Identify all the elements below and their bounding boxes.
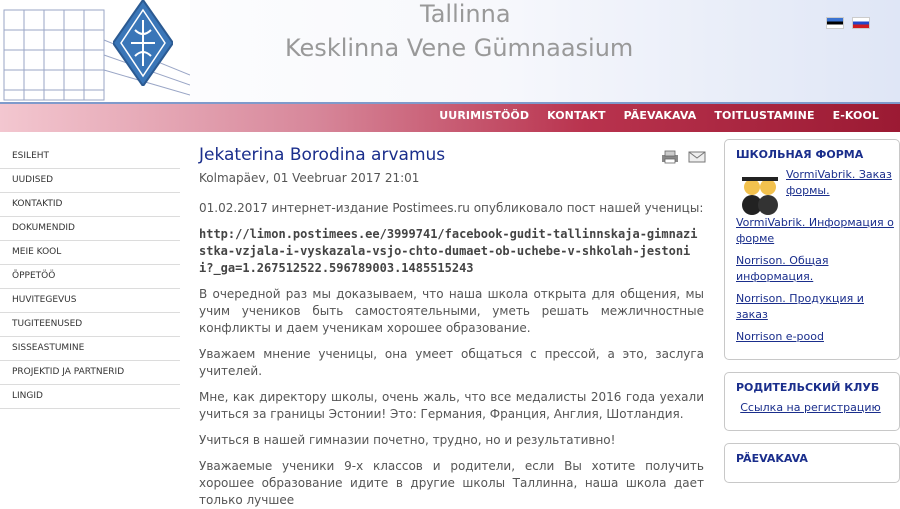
norrison-info-link[interactable]: Norrison. Общая информация. bbox=[736, 254, 829, 283]
et-flag-icon[interactable] bbox=[826, 17, 844, 29]
article-paragraph: Уважаемые ученики 9-х классов и родители, если Вы хотите получить хорошее образование идите в другие школы Таллинна, наша школа дает только лучшее bbox=[199, 459, 704, 507]
vormivabrik-order-link[interactable]: VormiVabrik. Заказ формы. bbox=[786, 168, 892, 197]
site-header bbox=[0, 0, 900, 102]
article-tools bbox=[661, 149, 710, 168]
sidebar-item-meie-kool[interactable]: MEIE KOOL bbox=[0, 241, 180, 265]
school-name-line2: Kesklinna Vene Gümnaasium bbox=[285, 34, 634, 62]
article bbox=[199, 145, 704, 509]
article-paragraph: Уважаем мнение ученицы, она умеет общаться с прессой, а это, заслуга учителей. bbox=[199, 347, 704, 378]
sidebar-item-kontaktid[interactable]: KONTAKTID bbox=[0, 193, 180, 217]
right-column bbox=[724, 139, 900, 495]
graduates-icon bbox=[736, 167, 784, 215]
sidebar-item-dokumendid[interactable]: DOKUMENDID bbox=[0, 217, 180, 241]
nav-item-uurimistood[interactable]: UURIMISTÖÖD bbox=[439, 109, 530, 122]
ru-flag-icon[interactable] bbox=[852, 17, 870, 29]
school-logo[interactable] bbox=[113, 0, 173, 86]
sidebar-item-uudised[interactable]: UUDISED bbox=[0, 169, 180, 193]
nav-item-paevakava[interactable]: PÄEVAKAVA bbox=[623, 109, 697, 122]
box-title: PÄEVAKAVA bbox=[736, 452, 808, 465]
school-uniform-box bbox=[724, 139, 900, 360]
norrison-epood-link[interactable]: Norrison e-pood bbox=[736, 330, 824, 343]
sidebar-item-esileht[interactable]: ESILEHT bbox=[0, 145, 180, 169]
box-title: ШКОЛЬНАЯ ФОРМА bbox=[736, 148, 864, 161]
sidebar-item-tugiteenused[interactable]: TUGITEENUSED bbox=[0, 313, 180, 337]
parents-club-box bbox=[724, 372, 900, 431]
top-navigation bbox=[0, 102, 900, 132]
sidebar-item-huvitegevus[interactable]: HUVITEGEVUS bbox=[0, 289, 180, 313]
article-link[interactable]: http://limon.postimees.ee/3999741/facebook-gudit-tallinnskaja-gimnazistka-vzjala-i-vyskazala-vsjo-chto-dumaet-ob-uchebe-v-shkolah-jestonii?_ga=1.267512522.596789003.1485515243 bbox=[199, 227, 698, 275]
sidebar-item-lingid[interactable]: LINGID bbox=[0, 385, 180, 409]
registration-link[interactable]: Ссылка на регистрацию bbox=[740, 401, 881, 414]
print-icon[interactable] bbox=[661, 149, 679, 168]
article-date: Kolmapäev, 01 Veebruar 2017 21:01 bbox=[199, 171, 420, 185]
nav-item-e-kool[interactable]: E-KOOL bbox=[832, 109, 879, 122]
sidebar-menu bbox=[0, 145, 180, 409]
article-paragraph: Мне, как директору школы, очень жаль, что все медалисты 2016 года уехали учиться за границы Эстонии! Это: Германия, Франция, Англия, Шотландия. bbox=[199, 390, 704, 421]
daily-schedule-box bbox=[724, 443, 900, 483]
vormivabrik-info-link[interactable]: VormiVabrik. Информация о форме bbox=[736, 216, 894, 245]
article-paragraph: В очередной раз мы доказываем, что наша школа открыта для общения, мы учим учеников быть самостоятельными, уметь решать межличностные конфликты и даем ученикам хорошее образование. bbox=[199, 287, 704, 335]
nav-item-toitlustamine[interactable]: TOITLUSTAMINE bbox=[714, 109, 815, 122]
article-paragraph: Учиться в нашей гимназии почетно, трудно, но и результативно! bbox=[199, 433, 616, 447]
sidebar-item-oppetoo[interactable]: ÕPPETÖÖ bbox=[0, 265, 180, 289]
article-title[interactable]: Jekaterina Borodina arvamus bbox=[199, 145, 446, 165]
sidebar-item-projektid[interactable]: PROJEKTID JA PARTNERID bbox=[0, 361, 180, 385]
nav-item-kontakt[interactable]: KONTAKT bbox=[547, 109, 606, 122]
article-paragraph: 01.02.2017 интернет-издание Postimees.ru опубликовало пост нашей ученицы: bbox=[199, 201, 704, 215]
email-icon[interactable] bbox=[688, 149, 706, 168]
school-name-line1: Tallinna bbox=[420, 0, 511, 28]
norrison-products-link[interactable]: Norrison. Продукция и заказ bbox=[736, 292, 864, 321]
box-title: РОДИТЕЛЬСКИЙ КЛУБ bbox=[736, 381, 880, 394]
sidebar-item-sisseastumine[interactable]: SISSEASTUMINE bbox=[0, 337, 180, 361]
